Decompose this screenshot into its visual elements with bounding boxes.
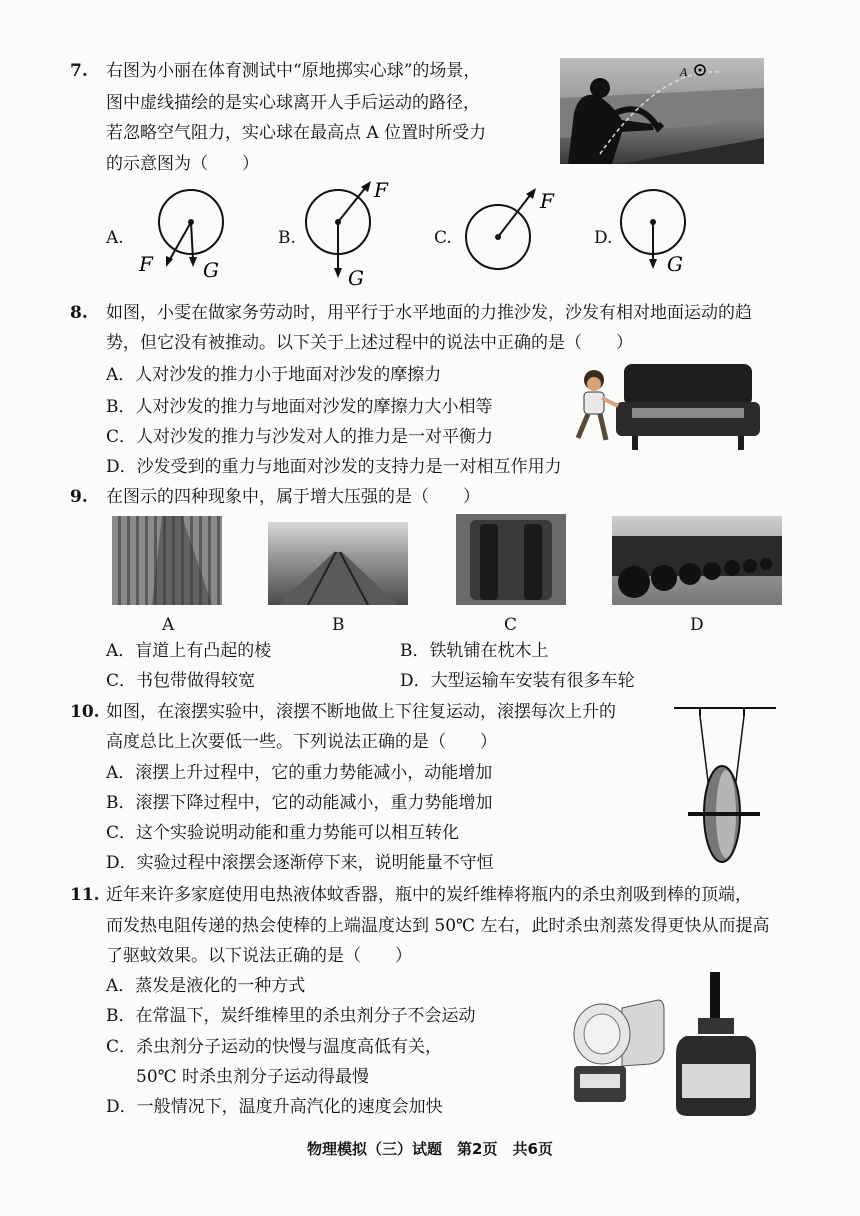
question-number: 11. <box>70 885 100 905</box>
tactile-paving-photo <box>112 516 222 605</box>
question-number: 7. <box>70 61 88 81</box>
force-diagram-b <box>300 175 400 290</box>
question-stem-line: 了驱蚊效果。以下说法正确的是（ ） <box>106 946 412 966</box>
question-stem-line: 若忽略空气阻力，实心球在最高点 A 位置时所受力 <box>106 123 487 143</box>
option-c: C．书包带做得较宽 <box>106 671 256 691</box>
option-c: C．杀虫剂分子运动的快慢与温度高低有关， <box>106 1037 443 1057</box>
option-a: A．蒸发是液化的一种方式 <box>106 976 306 996</box>
option-label: A. <box>106 228 124 248</box>
force-g-label: G <box>203 258 219 282</box>
option-a: A．盲道上有凸起的棱 <box>106 641 272 661</box>
question-stem-line: 势，但它没有被推动。以下关于上述过程中的说法中正确的是（ ） <box>106 333 633 353</box>
question-stem: 在图示的四种现象中，属于增大压强的是（ ） <box>106 487 480 507</box>
option-d: D．实验过程中滚摆会逐渐停下来，说明能量不守恒 <box>106 853 494 873</box>
option-label: D. <box>594 228 613 248</box>
option-c: C．人对沙发的推力与沙发对人的推力是一对平衡力 <box>106 427 494 447</box>
athlete-silhouette <box>560 58 764 164</box>
option-label: B. <box>278 228 296 248</box>
question-stem-line: 近年来许多家庭使用电热液体蚊香器，瓶中的炭纤维棒将瓶内的杀虫剂吸到棒的顶端， <box>106 885 752 905</box>
option-d: D．沙发受到的重力与地面对沙发的支持力是一对相互作用力 <box>106 457 562 477</box>
option-label: C. <box>434 228 452 248</box>
force-diagram-d <box>615 185 705 280</box>
force-diagram-c <box>460 180 570 280</box>
option-a: A．人对沙发的推力小于地面对沙发的摩擦力 <box>106 365 442 385</box>
question-stem-line: 而发热电阻传递的热会使棒的上端温度达到 50℃ 左右，此时杀虫剂蒸发得更快从而提高 <box>106 916 770 936</box>
image-label-d: D <box>690 615 704 635</box>
option-c: C．这个实验说明动能和重力势能可以相互转化 <box>106 823 460 843</box>
backpack-photo <box>456 514 566 605</box>
option-b: B．滚摆下降过程中，它的动能减小，重力势能增加 <box>106 793 493 813</box>
question-stem-line: 右图为小丽在体育测试中“原地掷实心球”的场景， <box>106 61 481 81</box>
sofa-illustration <box>572 362 768 462</box>
shot-put-photo <box>560 58 764 164</box>
force-diagram-a <box>135 185 235 285</box>
question-stem-line: 如图，在滚摆实验中，滚摆不断地做上下往复运动，滚摆每次上升的 <box>106 702 616 722</box>
force-f-label: F <box>374 178 388 202</box>
option-b: B．铁轨铺在枕木上 <box>400 641 549 661</box>
mosquito-repellent-illustration <box>566 970 766 1120</box>
question-number: 8. <box>70 303 88 323</box>
force-f-label: F <box>139 252 153 276</box>
question-stem-line: 如图，小雯在做家务劳动时，用平行于水平地面的力推沙发，沙发有相对地面运动的趋 <box>106 303 752 323</box>
option-c-continued: 50℃ 时杀虫剂分子运动得最慢 <box>136 1067 370 1087</box>
maxwell-pendulum-illustration <box>670 702 782 868</box>
option-b: B．在常温下，炭纤维棒里的杀虫剂分子不会运动 <box>106 1006 476 1026</box>
question-number: 10. <box>70 702 100 722</box>
option-d: D．大型运输车安装有很多车轮 <box>400 671 635 691</box>
force-g-label: G <box>348 266 364 290</box>
option-b: B．人对沙发的推力与地面对沙发的摩擦力大小相等 <box>106 397 493 417</box>
question-stem-line: 高度总比上次要低一些。下列说法正确的是（ ） <box>106 732 497 752</box>
railway-photo <box>268 522 408 605</box>
page-footer: 物理模拟（三）试题 第2页 共6页 <box>307 1140 553 1158</box>
question-number: 9. <box>70 487 88 507</box>
image-label-a: A <box>162 615 175 635</box>
image-label-c: C <box>504 615 518 635</box>
option-a: A．滚摆上升过程中，它的重力势能减小，动能增加 <box>106 763 493 783</box>
option-d: D．一般情况下，温度升高汽化的速度会加快 <box>106 1097 443 1117</box>
image-label-b: B <box>332 615 345 635</box>
point-a-label: A <box>680 66 688 79</box>
force-f-label: F <box>540 189 554 213</box>
question-stem-line: 的示意图为（ ） <box>106 154 259 174</box>
transport-truck-photo <box>612 516 782 605</box>
force-g-label: G <box>667 252 683 276</box>
question-stem-line: 图中虚线描绘的是实心球离开人手后运动的路径， <box>106 93 480 113</box>
